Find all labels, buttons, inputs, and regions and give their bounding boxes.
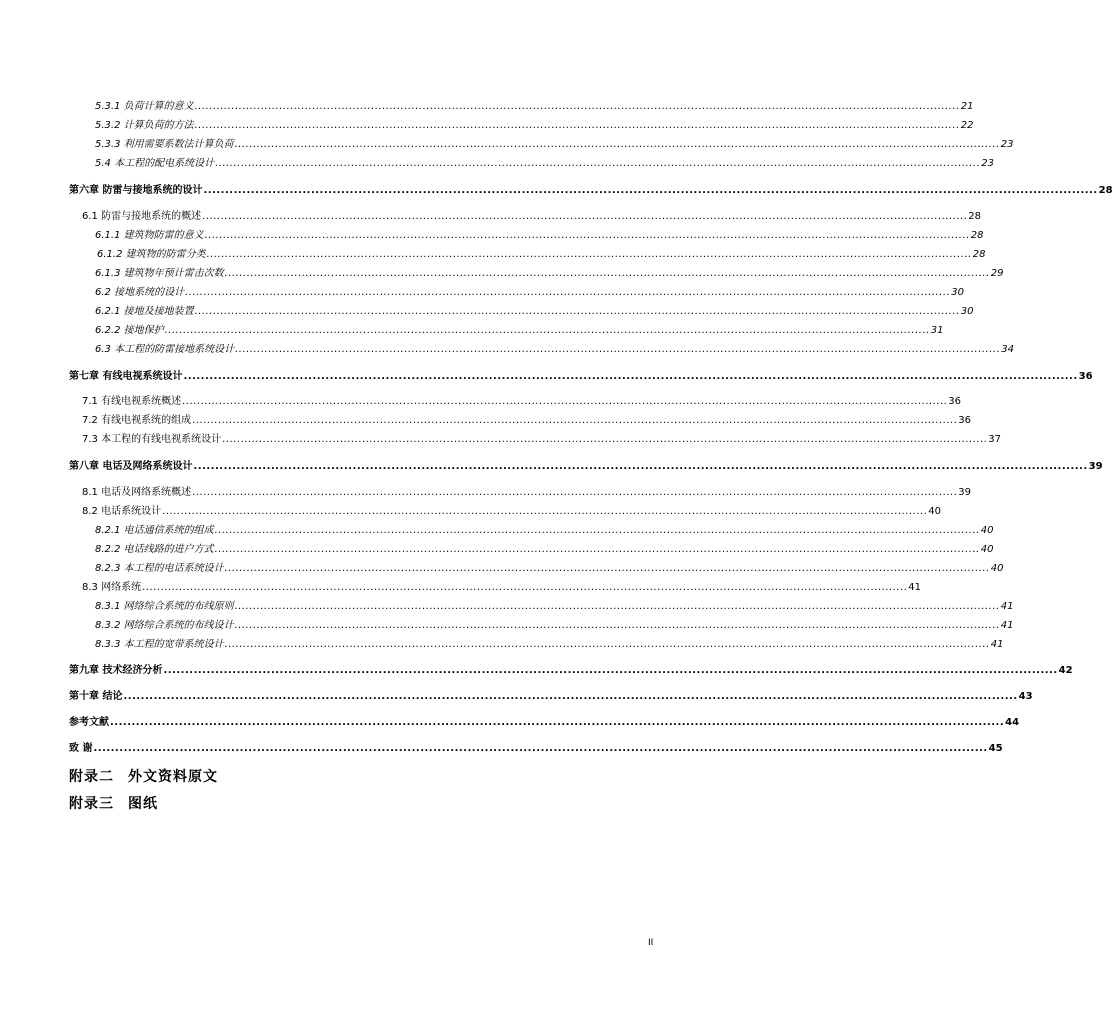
toc-leader: ................................................................................................................................................................................................................ (123, 691, 1018, 702)
toc-entry-title: 7.3 本工程的有线电视系统设计 (82, 434, 222, 445)
toc-entry-title: 致 谢 (69, 743, 93, 754)
toc-leader: ................................................................................................................................................................................................................ (142, 582, 908, 593)
toc-leader: ................................................................................................................................................................................................................ (183, 371, 1078, 382)
toc-leader: ................................................................................................................................................................................................................ (235, 344, 1001, 355)
toc-entry-title: 6.1.1 建筑物防雷的意义 (95, 230, 204, 241)
toc-entry-page: 28 (968, 211, 981, 222)
toc-entry[interactable] (95, 229, 984, 242)
toc-entry[interactable] (82, 433, 1001, 446)
toc-leader: ................................................................................................................................................................................................................ (224, 563, 990, 574)
toc-entry[interactable] (82, 581, 921, 594)
toc-leader: ................................................................................................................................................................................................................ (214, 544, 980, 555)
toc-leader: ................................................................................................................................................................................................................ (234, 139, 1000, 150)
toc-entry[interactable] (95, 157, 994, 170)
toc-entry-title: 6.3 本工程的防雷接地系统设计 (95, 344, 235, 355)
toc-entry[interactable] (95, 138, 1014, 151)
toc-chapter[interactable] (69, 184, 1113, 197)
toc-leader: ................................................................................................................................................................................................................ (206, 249, 972, 260)
toc-entry-page: 23 (1000, 139, 1014, 150)
toc-entry[interactable] (95, 524, 994, 537)
toc-chapter[interactable] (69, 370, 1093, 383)
toc-entry-title: 8.3.1 网络综合系统的布线原则 (95, 601, 234, 612)
toc-entry[interactable] (95, 543, 994, 556)
toc-entry-title: 7.2 有线电视系统的组成 (82, 415, 192, 426)
toc-leader: ................................................................................................................................................................................................................ (192, 415, 958, 426)
toc-entry[interactable] (95, 286, 964, 299)
appendix-label: 附录二 (69, 769, 114, 785)
appendix-label: 附录三 (69, 796, 114, 812)
toc-entry-page: 31 (930, 325, 944, 336)
toc-entry-title: 5.3.3 利用需要系数法计算负荷 (95, 139, 234, 150)
toc-entry[interactable] (82, 395, 961, 408)
toc-chapter[interactable] (69, 690, 1033, 703)
toc-entry[interactable] (95, 600, 1014, 613)
toc-entry-page: 41 (1000, 620, 1014, 631)
toc-entry-title: 6.1 防雷与接地系统的概述 (82, 211, 202, 222)
toc-entry-page: 36 (1078, 371, 1093, 382)
toc-entry-title: 7.1 有线电视系统概述 (82, 396, 182, 407)
toc-entry-page: 28 (972, 249, 986, 260)
toc-entry-title: 8.3.2 网络综合系统的布线设计 (95, 620, 234, 631)
toc-entry-page: 34 (1001, 344, 1014, 355)
toc-entry[interactable] (82, 505, 941, 518)
toc-entry-title: 8.3.3 本工程的宽带系统设计 (95, 639, 224, 650)
toc-entry-page: 40 (928, 506, 941, 517)
toc-leader: ................................................................................................................................................................................................................ (202, 211, 968, 222)
toc-entry-page: 42 (1058, 665, 1073, 676)
toc-leader: ................................................................................................................................................................................................................ (234, 620, 1000, 631)
toc-entry-page: 41 (1000, 601, 1014, 612)
toc-entry-title: 参考文献 (69, 717, 109, 728)
toc-entry-page: 40 (980, 525, 994, 536)
toc-leader: ................................................................................................................................................................................................................ (164, 325, 930, 336)
toc-leader: ................................................................................................................................................................................................................ (163, 665, 1058, 676)
toc-appendix[interactable] (69, 766, 232, 786)
toc-entry[interactable] (82, 486, 971, 499)
toc-leader: ................................................................................................................................................................................................................ (214, 525, 980, 536)
toc-leader: ................................................................................................................................................................................................................ (192, 487, 958, 498)
toc-appendix[interactable] (69, 793, 172, 813)
toc-leader: ................................................................................................................................................................................................................ (93, 743, 988, 754)
toc-entry-title: 8.2.1 电话通信系统的组成 (95, 525, 214, 536)
toc-chapter[interactable] (69, 664, 1073, 677)
toc-entry-title: 第六章 防雷与接地系统的设计 (69, 185, 203, 196)
toc-entry[interactable] (82, 414, 971, 427)
toc-chapter[interactable] (69, 460, 1103, 473)
toc-entry-title: 6.1.3 建筑物年预计雷击次数 (95, 268, 224, 279)
toc-entry-page: 28 (1098, 185, 1113, 196)
toc-entry-page: 22 (960, 120, 974, 131)
appendix-title: 外文资料原文 (128, 769, 218, 785)
toc-leader: ................................................................................................................................................................................................................ (182, 396, 948, 407)
toc-entry-title: 5.3.1 负荷计算的意义 (95, 101, 194, 112)
toc-entry[interactable] (95, 619, 1014, 632)
toc-entry-page: 30 (960, 306, 974, 317)
toc-entry-page: 39 (1088, 461, 1103, 472)
toc-entry-page: 45 (988, 743, 1003, 754)
toc-entry-page: 44 (1005, 717, 1020, 728)
toc-entry-page: 36 (958, 415, 971, 426)
toc-entry-page: 39 (958, 487, 971, 498)
toc-leader: ................................................................................................................................................................................................................ (193, 461, 1088, 472)
toc-entry[interactable] (95, 305, 974, 318)
toc-chapter[interactable] (69, 716, 1020, 729)
toc-entry-page: 41 (908, 582, 921, 593)
toc-entry-title: 8.2.3 本工程的电话系统设计 (95, 563, 224, 574)
toc-entry-title: 8.1 电话及网络系统概述 (82, 487, 192, 498)
toc-entry-page: 43 (1018, 691, 1033, 702)
toc-entry[interactable] (95, 343, 1014, 356)
toc-entry-page: 21 (960, 101, 974, 112)
toc-leader: ................................................................................................................................................................................................................ (110, 717, 1005, 728)
toc-chapter[interactable] (69, 742, 1003, 755)
toc-entry-page: 41 (990, 639, 1004, 650)
toc-entry-title: 第九章 技术经济分析 (69, 665, 163, 676)
toc-entry[interactable] (82, 210, 981, 223)
toc-entry-page: 29 (990, 268, 1004, 279)
toc-entry-page: 37 (988, 434, 1001, 445)
toc-leader: ................................................................................................................................................................................................................ (224, 268, 990, 279)
toc-entry-title: 8.2.2 电话线路的进户方式 (95, 544, 214, 555)
toc-leader: ................................................................................................................................................................................................................ (234, 601, 1000, 612)
toc-entry-title: 5.4 本工程的配电系统设计 (95, 158, 215, 169)
toc-leader: ................................................................................................................................................................................................................ (185, 287, 951, 298)
toc-entry[interactable] (97, 248, 986, 261)
toc-entry[interactable] (95, 638, 1004, 651)
toc-entry-page: 40 (990, 563, 1004, 574)
toc-entry-title: 6.1.2 建筑物的防雷分类 (97, 249, 206, 260)
toc-entry-title: 5.3.2 计算负荷的方法 (95, 120, 194, 131)
toc-entry-title: 6.2 接地系统的设计 (95, 287, 185, 298)
toc-entry-title: 6.2.1 接地及接地装置 (95, 306, 194, 317)
toc-leader: ................................................................................................................................................................................................................ (194, 120, 960, 131)
toc-entry[interactable] (95, 119, 974, 132)
appendix-title: 图纸 (128, 796, 158, 812)
toc-entry-page: 40 (980, 544, 994, 555)
toc-entry[interactable] (95, 562, 1004, 575)
toc-leader: ................................................................................................................................................................................................................ (222, 434, 988, 445)
toc-entry-title: 第十章 结论 (69, 691, 123, 702)
toc-leader: ................................................................................................................................................................................................................ (224, 639, 990, 650)
toc-leader: ................................................................................................................................................................................................................ (203, 185, 1098, 196)
toc-entry-page: 36 (948, 396, 961, 407)
toc-entry[interactable] (95, 324, 944, 337)
toc-leader: ................................................................................................................................................................................................................ (194, 306, 960, 317)
toc-entry-title: 6.2.2 接地保护 (95, 325, 164, 336)
toc-leader: ................................................................................................................................................................................................................ (215, 158, 981, 169)
toc-leader: ................................................................................................................................................................................................................ (194, 101, 960, 112)
page-number: II (648, 938, 654, 948)
toc-entry[interactable] (95, 267, 1004, 280)
toc-leader: ................................................................................................................................................................................................................ (204, 230, 970, 241)
toc-entry-page: 23 (981, 158, 994, 169)
toc-entry-title: 8.2 电话系统设计 (82, 506, 162, 517)
toc-entry-page: 30 (951, 287, 964, 298)
toc-entry-title: 第七章 有线电视系统设计 (69, 371, 183, 382)
toc-entry-page: 28 (970, 230, 984, 241)
toc-leader: ................................................................................................................................................................................................................ (162, 506, 928, 517)
toc-entry-title: 第八章 电话及网络系统设计 (69, 461, 193, 472)
toc-entry[interactable] (95, 100, 974, 113)
toc-entry-title: 8.3 网络系统 (82, 582, 142, 593)
